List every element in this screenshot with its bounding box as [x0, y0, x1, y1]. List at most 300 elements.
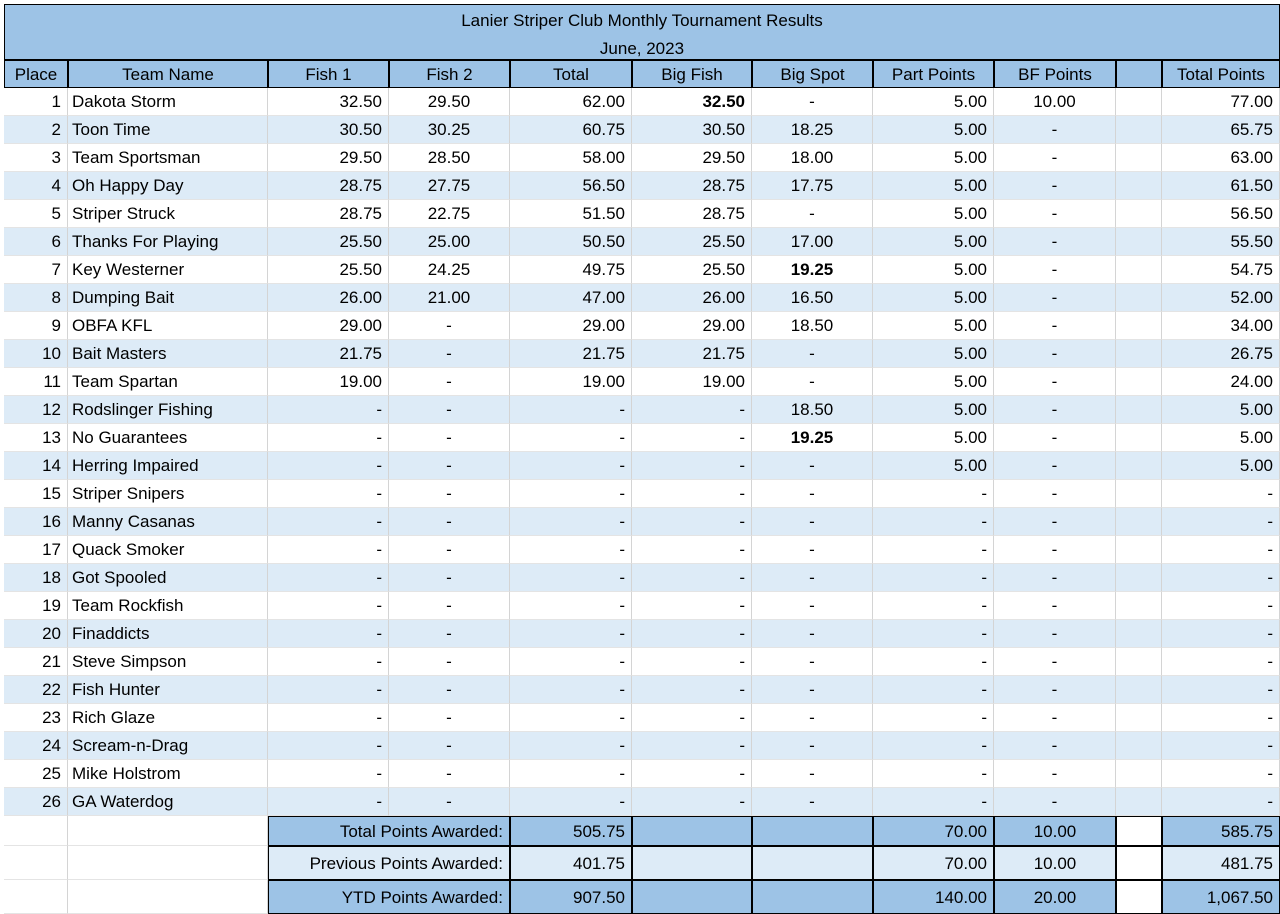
cell-part-points[interactable]: 5.00 — [873, 340, 994, 368]
cell-fish1[interactable]: - — [268, 648, 389, 676]
cell-part-points[interactable]: - — [873, 564, 994, 592]
cell-blank[interactable] — [1116, 340, 1162, 368]
cell-team[interactable]: Mike Holstrom — [68, 760, 268, 788]
cell-total-points[interactable]: - — [1162, 480, 1280, 508]
cell-part-points[interactable]: 5.00 — [873, 200, 994, 228]
cell-bf-points[interactable]: - — [994, 340, 1116, 368]
cell-part-points[interactable]: 5.00 — [873, 368, 994, 396]
cell-fish2[interactable]: - — [389, 760, 510, 788]
cell-total[interactable]: - — [510, 564, 632, 592]
cell-part-points[interactable]: - — [873, 732, 994, 760]
cell-total-points[interactable]: 34.00 — [1162, 312, 1280, 340]
cell-team[interactable]: OBFA KFL — [68, 312, 268, 340]
cell-big-fish[interactable]: - — [632, 508, 752, 536]
cell-bf-points[interactable]: - — [994, 676, 1116, 704]
cell-part-points[interactable]: 5.00 — [873, 228, 994, 256]
cell-place[interactable]: 2 — [4, 116, 68, 144]
cell-big-fish[interactable]: - — [632, 704, 752, 732]
cell-bf-points[interactable]: - — [994, 480, 1116, 508]
cell-fish1[interactable]: 28.75 — [268, 200, 389, 228]
cell-fish2[interactable]: - — [389, 340, 510, 368]
cell-part-points[interactable]: 5.00 — [873, 284, 994, 312]
cell-big-fish[interactable]: - — [632, 536, 752, 564]
cell-big-spot[interactable]: 18.25 — [752, 116, 873, 144]
cell-total-points[interactable]: 54.75 — [1162, 256, 1280, 284]
cell-bf-points[interactable]: - — [994, 704, 1116, 732]
cell-big-spot[interactable]: 16.50 — [752, 284, 873, 312]
summary-total[interactable]: 401.75 — [510, 846, 632, 880]
cell-fish1[interactable]: 30.50 — [268, 116, 389, 144]
cell-bf-points[interactable]: - — [994, 564, 1116, 592]
cell-team[interactable]: Oh Happy Day — [68, 172, 268, 200]
cell-total-points[interactable]: 24.00 — [1162, 368, 1280, 396]
cell-team[interactable]: Toon Time — [68, 116, 268, 144]
cell-total-points[interactable]: 77.00 — [1162, 88, 1280, 116]
cell-big-fish[interactable]: - — [632, 424, 752, 452]
cell-big-spot[interactable]: - — [752, 732, 873, 760]
cell-blank[interactable] — [1116, 284, 1162, 312]
cell-big-spot[interactable]: - — [752, 508, 873, 536]
cell-big-spot[interactable]: - — [752, 340, 873, 368]
cell-part-points[interactable]: 5.00 — [873, 144, 994, 172]
cell-total-points[interactable]: 61.50 — [1162, 172, 1280, 200]
cell-fish1[interactable]: 25.50 — [268, 228, 389, 256]
cell-blank[interactable] — [1116, 172, 1162, 200]
cell-total[interactable]: 21.75 — [510, 340, 632, 368]
cell-fish1[interactable]: - — [268, 788, 389, 816]
cell-fish2[interactable]: - — [389, 788, 510, 816]
cell-place[interactable]: 24 — [4, 732, 68, 760]
cell-total-points[interactable]: - — [1162, 620, 1280, 648]
cell-place[interactable]: 6 — [4, 228, 68, 256]
cell-total-points[interactable]: 56.50 — [1162, 200, 1280, 228]
cell-part-points[interactable]: - — [873, 508, 994, 536]
cell-total[interactable]: 29.00 — [510, 312, 632, 340]
cell-place[interactable]: 7 — [4, 256, 68, 284]
cell-bf-points[interactable]: - — [994, 368, 1116, 396]
cell-bf-points[interactable]: 10.00 — [994, 88, 1116, 116]
cell-fish2[interactable]: - — [389, 396, 510, 424]
cell-big-spot[interactable]: - — [752, 648, 873, 676]
cell-blank[interactable] — [1116, 788, 1162, 816]
cell-blank[interactable] — [1116, 368, 1162, 396]
cell-fish1[interactable]: - — [268, 760, 389, 788]
cell-big-fish[interactable]: - — [632, 648, 752, 676]
cell-big-fish[interactable]: 21.75 — [632, 340, 752, 368]
cell-fish1[interactable]: 29.00 — [268, 312, 389, 340]
cell-bf-points[interactable]: - — [994, 228, 1116, 256]
cell-bf-points[interactable]: - — [994, 592, 1116, 620]
cell-fish2[interactable]: - — [389, 452, 510, 480]
cell-big-fish[interactable]: - — [632, 396, 752, 424]
cell-bf-points[interactable]: - — [994, 760, 1116, 788]
cell-big-fish[interactable]: 25.50 — [632, 228, 752, 256]
cell-blank[interactable] — [1116, 116, 1162, 144]
cell-bf-points[interactable]: - — [994, 312, 1116, 340]
cell-total[interactable]: - — [510, 760, 632, 788]
cell-place[interactable]: 15 — [4, 480, 68, 508]
cell-team[interactable]: Rodslinger Fishing — [68, 396, 268, 424]
summary-big-spot[interactable] — [752, 880, 873, 914]
cell-blank[interactable] — [1116, 676, 1162, 704]
cell-part-points[interactable]: - — [873, 480, 994, 508]
cell-bf-points[interactable]: - — [994, 508, 1116, 536]
cell-total[interactable]: 58.00 — [510, 144, 632, 172]
cell-total[interactable]: 51.50 — [510, 200, 632, 228]
cell-team[interactable]: Dakota Storm — [68, 88, 268, 116]
cell-fish2[interactable]: 29.50 — [389, 88, 510, 116]
cell-big-spot[interactable]: 18.50 — [752, 396, 873, 424]
summary-bf-points[interactable]: 10.00 — [994, 846, 1116, 880]
cell-total-points[interactable]: - — [1162, 536, 1280, 564]
cell-big-spot[interactable]: - — [752, 760, 873, 788]
cell-part-points[interactable]: 5.00 — [873, 88, 994, 116]
cell-total[interactable]: - — [510, 396, 632, 424]
cell-place[interactable]: 26 — [4, 788, 68, 816]
cell-place[interactable]: 19 — [4, 592, 68, 620]
cell-total[interactable]: - — [510, 536, 632, 564]
cell-blank[interactable] — [1116, 732, 1162, 760]
cell-place[interactable]: 21 — [4, 648, 68, 676]
cell-place[interactable]: 3 — [4, 144, 68, 172]
cell-team[interactable]: Striper Snipers — [68, 480, 268, 508]
summary-big-spot[interactable] — [752, 816, 873, 846]
cell-fish1[interactable]: 26.00 — [268, 284, 389, 312]
cell-fish2[interactable]: - — [389, 424, 510, 452]
cell-fish2[interactable]: 28.50 — [389, 144, 510, 172]
cell-big-spot[interactable]: 17.75 — [752, 172, 873, 200]
summary-total[interactable]: 907.50 — [510, 880, 632, 914]
cell-part-points[interactable]: - — [873, 788, 994, 816]
cell-big-spot[interactable]: - — [752, 88, 873, 116]
cell-team[interactable]: Bait Masters — [68, 340, 268, 368]
cell-team[interactable]: Rich Glaze — [68, 704, 268, 732]
cell-big-fish[interactable]: 29.50 — [632, 144, 752, 172]
cell-blank[interactable] — [1116, 88, 1162, 116]
cell-fish2[interactable]: - — [389, 592, 510, 620]
cell-blank[interactable] — [1116, 144, 1162, 172]
cell-blank[interactable] — [1116, 424, 1162, 452]
cell-fish1[interactable]: 25.50 — [268, 256, 389, 284]
cell-blank[interactable] — [1116, 704, 1162, 732]
cell-total-points[interactable]: - — [1162, 676, 1280, 704]
cell-bf-points[interactable]: - — [994, 424, 1116, 452]
cell-part-points[interactable]: 5.00 — [873, 312, 994, 340]
cell-fish2[interactable]: - — [389, 508, 510, 536]
cell-fish2[interactable]: 27.75 — [389, 172, 510, 200]
cell-fish2[interactable]: - — [389, 368, 510, 396]
summary-total-points[interactable]: 481.75 — [1162, 846, 1280, 880]
cell-total-points[interactable]: - — [1162, 508, 1280, 536]
cell-big-fish[interactable]: 28.75 — [632, 200, 752, 228]
cell-total[interactable]: - — [510, 620, 632, 648]
cell-team[interactable]: No Guarantees — [68, 424, 268, 452]
cell-fish2[interactable]: - — [389, 312, 510, 340]
cell-place[interactable]: 10 — [4, 340, 68, 368]
cell-place[interactable]: 4 — [4, 172, 68, 200]
cell-team[interactable]: Steve Simpson — [68, 648, 268, 676]
cell-total-points[interactable]: 5.00 — [1162, 424, 1280, 452]
cell-big-fish[interactable]: - — [632, 592, 752, 620]
cell-fish2[interactable]: - — [389, 732, 510, 760]
cell-place[interactable]: 1 — [4, 88, 68, 116]
cell-place[interactable]: 11 — [4, 368, 68, 396]
cell-total[interactable]: - — [510, 480, 632, 508]
cell-place[interactable]: 14 — [4, 452, 68, 480]
cell-part-points[interactable]: 5.00 — [873, 116, 994, 144]
cell-team[interactable]: Team Sportsman — [68, 144, 268, 172]
cell-total[interactable]: 47.00 — [510, 284, 632, 312]
cell-place[interactable]: 17 — [4, 536, 68, 564]
cell-bf-points[interactable]: - — [994, 648, 1116, 676]
summary-total[interactable]: 505.75 — [510, 816, 632, 846]
cell-place[interactable]: 8 — [4, 284, 68, 312]
cell-total-points[interactable]: 5.00 — [1162, 396, 1280, 424]
cell-place[interactable]: 25 — [4, 760, 68, 788]
cell-bf-points[interactable]: - — [994, 452, 1116, 480]
cell-total-points[interactable]: - — [1162, 704, 1280, 732]
cell-part-points[interactable]: - — [873, 760, 994, 788]
cell-fish1[interactable]: 21.75 — [268, 340, 389, 368]
cell-total-points[interactable]: - — [1162, 760, 1280, 788]
cell-blank[interactable] — [1116, 536, 1162, 564]
cell-bf-points[interactable]: - — [994, 620, 1116, 648]
cell-big-fish[interactable]: - — [632, 760, 752, 788]
cell-place[interactable]: 23 — [4, 704, 68, 732]
cell-part-points[interactable]: - — [873, 648, 994, 676]
cell-fish2[interactable]: 21.00 — [389, 284, 510, 312]
cell-fish1[interactable]: - — [268, 704, 389, 732]
cell-big-spot[interactable]: - — [752, 368, 873, 396]
cell-total-points[interactable]: 5.00 — [1162, 452, 1280, 480]
cell-fish2[interactable]: 24.25 — [389, 256, 510, 284]
cell-place[interactable]: 12 — [4, 396, 68, 424]
cell-fish1[interactable]: 32.50 — [268, 88, 389, 116]
cell-bf-points[interactable]: - — [994, 536, 1116, 564]
cell-bf-points[interactable]: - — [994, 284, 1116, 312]
cell-big-spot[interactable]: - — [752, 592, 873, 620]
cell-fish1[interactable]: - — [268, 536, 389, 564]
cell-bf-points[interactable]: - — [994, 200, 1116, 228]
cell-part-points[interactable]: - — [873, 676, 994, 704]
cell-big-fish[interactable]: 25.50 — [632, 256, 752, 284]
cell-big-fish[interactable]: - — [632, 620, 752, 648]
cell-total[interactable]: 19.00 — [510, 368, 632, 396]
cell-total-points[interactable]: 63.00 — [1162, 144, 1280, 172]
summary-big-fish[interactable] — [632, 846, 752, 880]
cell-fish2[interactable]: - — [389, 564, 510, 592]
cell-part-points[interactable]: - — [873, 620, 994, 648]
cell-team[interactable]: Team Rockfish — [68, 592, 268, 620]
cell-big-fish[interactable]: 30.50 — [632, 116, 752, 144]
cell-team[interactable]: Manny Casanas — [68, 508, 268, 536]
cell-fish1[interactable]: - — [268, 564, 389, 592]
cell-team[interactable]: Fish Hunter — [68, 676, 268, 704]
cell-total[interactable]: - — [510, 508, 632, 536]
cell-fish2[interactable]: - — [389, 648, 510, 676]
cell-total[interactable]: 62.00 — [510, 88, 632, 116]
cell-fish2[interactable]: - — [389, 704, 510, 732]
cell-fish2[interactable]: 25.00 — [389, 228, 510, 256]
summary-big-fish[interactable] — [632, 816, 752, 846]
cell-big-spot[interactable]: - — [752, 452, 873, 480]
summary-part-points[interactable]: 70.00 — [873, 846, 994, 880]
cell-big-fish[interactable]: 29.00 — [632, 312, 752, 340]
cell-place[interactable]: 5 — [4, 200, 68, 228]
cell-blank[interactable] — [1116, 760, 1162, 788]
summary-big-fish[interactable] — [632, 880, 752, 914]
summary-bf-points[interactable]: 10.00 — [994, 816, 1116, 846]
cell-team[interactable]: Got Spooled — [68, 564, 268, 592]
cell-total[interactable]: 50.50 — [510, 228, 632, 256]
cell-bf-points[interactable]: - — [994, 172, 1116, 200]
cell-team[interactable]: GA Waterdog — [68, 788, 268, 816]
cell-big-spot[interactable]: 17.00 — [752, 228, 873, 256]
cell-big-fish[interactable]: 28.75 — [632, 172, 752, 200]
cell-fish1[interactable]: - — [268, 396, 389, 424]
cell-total[interactable]: - — [510, 452, 632, 480]
cell-total[interactable]: - — [510, 788, 632, 816]
cell-total-points[interactable]: - — [1162, 648, 1280, 676]
cell-team[interactable]: Quack Smoker — [68, 536, 268, 564]
cell-fish1[interactable]: - — [268, 480, 389, 508]
cell-team[interactable]: Herring Impaired — [68, 452, 268, 480]
cell-big-fish[interactable]: 26.00 — [632, 284, 752, 312]
cell-place[interactable]: 18 — [4, 564, 68, 592]
cell-fish1[interactable]: - — [268, 676, 389, 704]
cell-big-fish[interactable]: - — [632, 480, 752, 508]
cell-total-points[interactable]: 65.75 — [1162, 116, 1280, 144]
cell-blank[interactable] — [1116, 452, 1162, 480]
cell-big-fish[interactable]: - — [632, 564, 752, 592]
cell-big-spot[interactable]: 19.25 — [752, 256, 873, 284]
cell-big-spot[interactable]: - — [752, 536, 873, 564]
cell-part-points[interactable]: 5.00 — [873, 396, 994, 424]
cell-total[interactable]: 60.75 — [510, 116, 632, 144]
cell-big-fish[interactable]: - — [632, 732, 752, 760]
cell-big-fish[interactable]: 32.50 — [632, 88, 752, 116]
cell-big-fish[interactable]: - — [632, 452, 752, 480]
cell-part-points[interactable]: - — [873, 592, 994, 620]
cell-place[interactable]: 9 — [4, 312, 68, 340]
cell-team[interactable]: Team Spartan — [68, 368, 268, 396]
cell-blank[interactable] — [1116, 564, 1162, 592]
cell-part-points[interactable]: 5.00 — [873, 424, 994, 452]
cell-fish1[interactable]: 29.50 — [268, 144, 389, 172]
summary-big-spot[interactable] — [752, 846, 873, 880]
cell-team[interactable]: Key Westerner — [68, 256, 268, 284]
cell-big-spot[interactable]: - — [752, 788, 873, 816]
cell-blank[interactable] — [1116, 396, 1162, 424]
cell-total-points[interactable]: - — [1162, 564, 1280, 592]
cell-big-spot[interactable]: 19.25 — [752, 424, 873, 452]
cell-big-spot[interactable]: - — [752, 676, 873, 704]
cell-total-points[interactable]: 52.00 — [1162, 284, 1280, 312]
cell-fish2[interactable]: - — [389, 676, 510, 704]
cell-total-points[interactable]: 55.50 — [1162, 228, 1280, 256]
cell-total[interactable]: - — [510, 704, 632, 732]
cell-blank[interactable] — [1116, 620, 1162, 648]
cell-big-spot[interactable]: - — [752, 480, 873, 508]
cell-fish1[interactable]: - — [268, 620, 389, 648]
cell-big-fish[interactable]: 19.00 — [632, 368, 752, 396]
summary-blank[interactable] — [1116, 816, 1162, 846]
cell-blank[interactable] — [1116, 592, 1162, 620]
cell-total[interactable]: - — [510, 732, 632, 760]
cell-blank[interactable] — [1116, 200, 1162, 228]
cell-fish1[interactable]: 19.00 — [268, 368, 389, 396]
cell-blank[interactable] — [1116, 480, 1162, 508]
summary-part-points[interactable]: 70.00 — [873, 816, 994, 846]
cell-total[interactable]: 49.75 — [510, 256, 632, 284]
cell-big-fish[interactable]: - — [632, 788, 752, 816]
cell-team[interactable]: Thanks For Playing — [68, 228, 268, 256]
cell-total[interactable]: - — [510, 424, 632, 452]
cell-fish2[interactable]: - — [389, 480, 510, 508]
cell-team[interactable]: Dumping Bait — [68, 284, 268, 312]
cell-blank[interactable] — [1116, 312, 1162, 340]
cell-place[interactable]: 22 — [4, 676, 68, 704]
cell-place[interactable]: 20 — [4, 620, 68, 648]
summary-part-points[interactable]: 140.00 — [873, 880, 994, 914]
summary-blank[interactable] — [1116, 880, 1162, 914]
cell-blank[interactable] — [1116, 256, 1162, 284]
summary-total-points[interactable]: 1,067.50 — [1162, 880, 1280, 914]
cell-fish2[interactable]: - — [389, 536, 510, 564]
summary-blank[interactable] — [1116, 846, 1162, 880]
cell-blank[interactable] — [1116, 508, 1162, 536]
cell-big-spot[interactable]: 18.00 — [752, 144, 873, 172]
cell-big-spot[interactable]: - — [752, 200, 873, 228]
cell-big-spot[interactable]: - — [752, 704, 873, 732]
cell-part-points[interactable]: - — [873, 536, 994, 564]
cell-total[interactable]: - — [510, 648, 632, 676]
cell-part-points[interactable]: - — [873, 704, 994, 732]
summary-total-points[interactable]: 585.75 — [1162, 816, 1280, 846]
summary-bf-points[interactable]: 20.00 — [994, 880, 1116, 914]
cell-big-fish[interactable]: - — [632, 676, 752, 704]
cell-fish1[interactable]: - — [268, 732, 389, 760]
cell-place[interactable]: 13 — [4, 424, 68, 452]
cell-total-points[interactable]: 26.75 — [1162, 340, 1280, 368]
cell-bf-points[interactable]: - — [994, 256, 1116, 284]
cell-part-points[interactable]: 5.00 — [873, 452, 994, 480]
cell-team[interactable]: Finaddicts — [68, 620, 268, 648]
cell-blank[interactable] — [1116, 228, 1162, 256]
cell-bf-points[interactable]: - — [994, 732, 1116, 760]
cell-fish2[interactable]: 22.75 — [389, 200, 510, 228]
cell-fish2[interactable]: - — [389, 620, 510, 648]
cell-total[interactable]: - — [510, 676, 632, 704]
cell-fish1[interactable]: - — [268, 452, 389, 480]
cell-big-spot[interactable]: 18.50 — [752, 312, 873, 340]
cell-bf-points[interactable]: - — [994, 396, 1116, 424]
cell-fish2[interactable]: 30.25 — [389, 116, 510, 144]
cell-team[interactable]: Striper Struck — [68, 200, 268, 228]
cell-big-spot[interactable]: - — [752, 564, 873, 592]
cell-big-spot[interactable]: - — [752, 620, 873, 648]
cell-total-points[interactable]: - — [1162, 788, 1280, 816]
cell-fish1[interactable]: - — [268, 508, 389, 536]
cell-fish1[interactable]: 28.75 — [268, 172, 389, 200]
cell-total[interactable]: 56.50 — [510, 172, 632, 200]
cell-total-points[interactable]: - — [1162, 592, 1280, 620]
cell-fish1[interactable]: - — [268, 592, 389, 620]
cell-part-points[interactable]: 5.00 — [873, 172, 994, 200]
cell-team[interactable]: Scream-n-Drag — [68, 732, 268, 760]
cell-total[interactable]: - — [510, 592, 632, 620]
cell-place[interactable]: 16 — [4, 508, 68, 536]
